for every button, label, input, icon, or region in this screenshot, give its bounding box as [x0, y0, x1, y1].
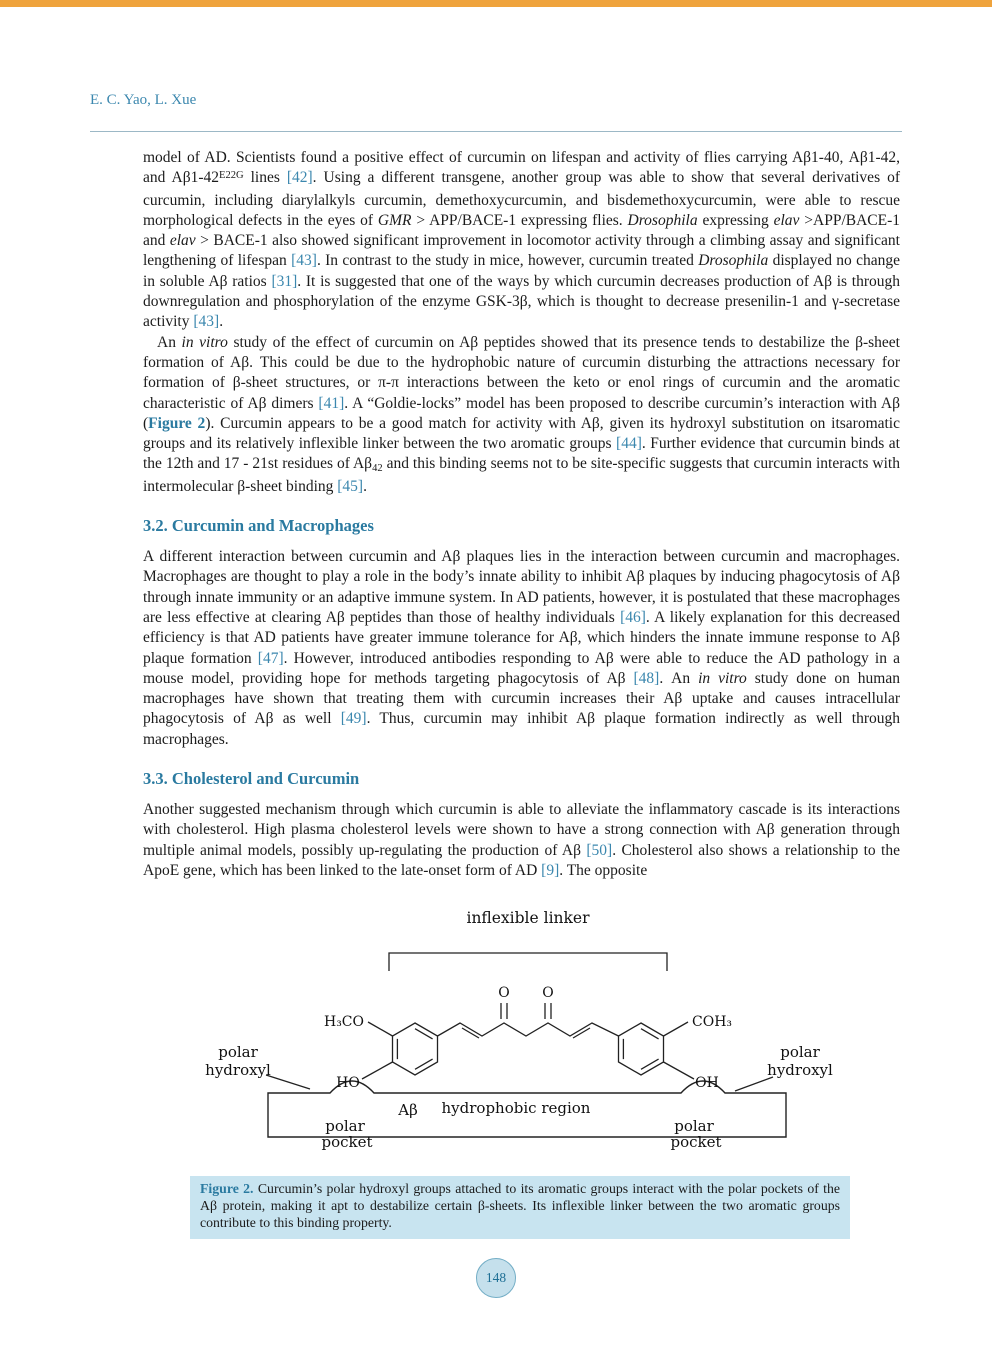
header-rule [90, 131, 902, 132]
benzene-ring-left-double-bonds [397, 1029, 432, 1070]
polar-hydroxyl-left-line2: hydroxyl [205, 1061, 271, 1080]
text-run: . Using a different transgene, another group was able to show that several derivatives of curcumin, including diarylalkyls curcumin, demethoxycurcumin, and bisdemethoxycurcumin, were able to rescue morphological defects in the eyes of [143, 169, 900, 229]
text-run: displayed no change in soluble Aβ ratios [143, 252, 901, 290]
polar-hydroxyl-right-line2: hydroxyl [767, 1061, 833, 1080]
page-number-badge: 148 [476, 1258, 516, 1298]
text-run: elav [773, 211, 800, 229]
benzene-ring-right [619, 1023, 664, 1075]
citation-link[interactable]: [49] [340, 710, 367, 728]
text-run: . It is suggested that one of the ways by which curcumin decreases production of Aβ is through downregulation and phosphorylation of the enzyme GSK-3β, which is thought to decrease presenilin-1 and γ-secretase activity [143, 272, 900, 331]
polar-hydroxyl-pointer-left [266, 1075, 310, 1089]
methoxy-bond-left [368, 1022, 393, 1036]
citation-link[interactable]: [43] [291, 252, 317, 270]
text-run: A different interaction between curcumin and Aβ plaques lies in the interaction between curcumin and macrophages. Macrophages are thought to play a role in the body’s innate ability to inhibit Aβ plaques by inducing phagocytosis of Aβ through innate immunity or an adaptive immune system. In AD patients, however, it is postulated that these macrophages are less effective at clearing Aβ peptides than those of healthy individuals [143, 548, 900, 626]
text-run: . However, introduced antibodies responding to Aβ were able to reduce the AD pathology in a mouse model, providing hope for methods targeting phagocytosis of Aβ [143, 649, 900, 687]
hydroxyl-bond-left [362, 1062, 393, 1079]
polar-pocket-right-line2: pocket [670, 1133, 722, 1152]
text-run: . [219, 313, 224, 331]
text-run: . Further evidence that curcumin binds at the 12th and 17 - 21st residues of Aβ [143, 435, 900, 473]
citation-link[interactable]: [47] [257, 649, 284, 667]
benzene-ring-left [393, 1023, 438, 1075]
text-run: > BACE-1 also showed significant improvement in locomotor activity through a climbing assay and significant lengthening of lifespan [143, 232, 900, 270]
carbonyl-right [545, 1003, 551, 1019]
text-run: GMR [377, 211, 412, 229]
text-run: Drosophila [627, 211, 698, 229]
linker-bracket [389, 953, 667, 971]
polar-hydroxyl-pointer-right [735, 1077, 773, 1091]
hydroxyl-label-right: OH [695, 1075, 719, 1092]
citation-link[interactable]: [43] [193, 313, 220, 331]
text-run: E22G [219, 169, 244, 181]
text-run: ). Curcumin appears to be a good match for activity with Aβ, given its hydroxyl substitution on itsaromatic groups and its relatively inflexible linker between the two aromatic groups [143, 414, 900, 453]
body-paragraph [143, 148, 900, 333]
text-run: 42 [372, 463, 383, 475]
page-body [143, 148, 900, 1239]
polar-pocket-right-line1: polar [674, 1117, 714, 1136]
text-run: study done on human macrophages have shown that treating them with curcumin increases their Aβ uptake and causes intracellular phagocytosis of Aβ as well [143, 669, 900, 728]
citation-link[interactable]: Figure 2. [200, 1181, 254, 1197]
text-run: in vitro [698, 669, 747, 687]
body-paragraph [143, 547, 900, 750]
oxygen-label-left: O [498, 985, 510, 1002]
abeta-label: Aβ [398, 1101, 418, 1120]
text-run: . Thus, curcumin may inhibit Aβ plaque formation indirectly as well through macrophages. [143, 710, 900, 748]
text-run: Another suggested mechanism through which curcumin is able to alleviate the inflammatory cascade is its interactions with cholesterol. High plasma cholesterol levels were shown to have a strong connection with Aβ generation through multiple animal models, possibly up-regulating the production of Aβ [143, 801, 900, 859]
section-heading-curcumin-macrophages: 3.2. Curcumin and Macrophages [143, 516, 374, 536]
running-header [90, 91, 902, 132]
methoxy-bond-right [664, 1022, 689, 1036]
text-run: . A likely explanation for this decreased efficiency is that AD patients have greater immune tolerance for Aβ, which hinders the innate immune response to Aβ plaque formation [143, 608, 900, 667]
citation-link[interactable]: [9] [541, 861, 560, 879]
text-run: expressing [697, 211, 774, 229]
citation-link[interactable]: [50] [586, 841, 613, 859]
hydroxyl-label-left: HO [336, 1075, 360, 1092]
top-accent-bar [0, 0, 992, 7]
citation-link[interactable]: [31] [271, 272, 298, 290]
polar-hydroxyl-right-line1: polar [780, 1043, 820, 1062]
text-run: . A “Goldie-locks” model has been proposed to describe curcumin’s interaction with Aβ ( [143, 394, 900, 432]
text-run: in vitro [181, 333, 228, 351]
text-run: . The opposite [559, 861, 648, 879]
text-run: >APP/BACE-1 and [143, 211, 901, 250]
citation-link[interactable]: [48] [633, 669, 660, 687]
benzene-ring-right-double-bonds [623, 1029, 658, 1070]
citation-link[interactable]: [41] [318, 394, 345, 412]
text-run: . [363, 477, 367, 495]
curcumin-structure-figure [198, 907, 898, 1172]
citation-link[interactable]: [45] [337, 477, 364, 495]
citation-link[interactable]: Figure 2 [148, 414, 206, 432]
body-paragraph [143, 800, 900, 881]
running-header-authors: E. C. Yao, L. Xue [90, 92, 197, 108]
text-run: Drosophila [698, 252, 769, 270]
body-paragraph [143, 333, 900, 497]
footer [0, 1258, 992, 1298]
citation-link[interactable]: [44] [616, 435, 642, 453]
text-run: Curcumin’s polar hydroxyl groups attached to its aromatic groups interact with the polar pockets of the Aβ protein, making it apt to destabilize certain β-sheets. Its inflexible linker between the two aromatic groups contribute to this binding property. [200, 1181, 840, 1230]
methoxy-label-left: H₃CO [323, 1014, 364, 1031]
text-run: and this binding seems not to be site-specific suggests that curcumin interacts with intermolecular β-sheet binding [143, 455, 900, 495]
polar-pocket-left-line1: polar [325, 1117, 365, 1136]
citation-link[interactable]: [42] [286, 169, 313, 187]
hydroxyl-bond-right [664, 1062, 695, 1079]
hydrophobic-region-label: hydrophobic region [441, 1099, 591, 1118]
figure-2 [143, 907, 900, 1238]
methoxy-label-right: COH₃ [692, 1014, 733, 1031]
text-run: study of the effect of curcumin on Aβ peptides showed that its presence tends to destabilize the β-sheet formation of Aβ. This could be due to the hydrophobic nature of curcumin disturbing the attractions necessary for formation of β-sheet structures, or π-π interactions between the keto or enol rings of curcumin and the aromatic characteristic of Aβ dimers [143, 333, 900, 412]
text-run: lines [243, 169, 287, 187]
figure-caption [190, 1176, 850, 1238]
text-run: An [157, 333, 182, 351]
text-run: > APP/BACE-1 expressing flies. [411, 211, 628, 229]
section-heading-cholesterol-curcumin: 3.3. Cholesterol and Curcumin [143, 769, 360, 789]
text-run: elav [169, 232, 196, 250]
text-run: . In contrast to the study in mice, however, curcumin treated [316, 252, 699, 270]
oxygen-label-right: O [542, 985, 554, 1002]
text-run: model of AD. Scientists found a positive effect of curcumin on lifespan and activity of flies carrying Aβ1-40, Aβ1-42, and Aβ1-42 [143, 149, 900, 187]
inflexible-linker-label: inflexible linker [466, 909, 590, 928]
polar-hydroxyl-left-line1: polar [218, 1043, 258, 1062]
carbonyl-left [501, 1003, 507, 1019]
citation-link[interactable]: [46] [620, 608, 646, 626]
text-run: . An [659, 669, 699, 687]
text-run: . Cholesterol also shows a relationship to the ApoE gene, which has been linked to the late-onset form of AD [143, 841, 900, 879]
polar-pocket-left-line2: pocket [321, 1133, 373, 1152]
